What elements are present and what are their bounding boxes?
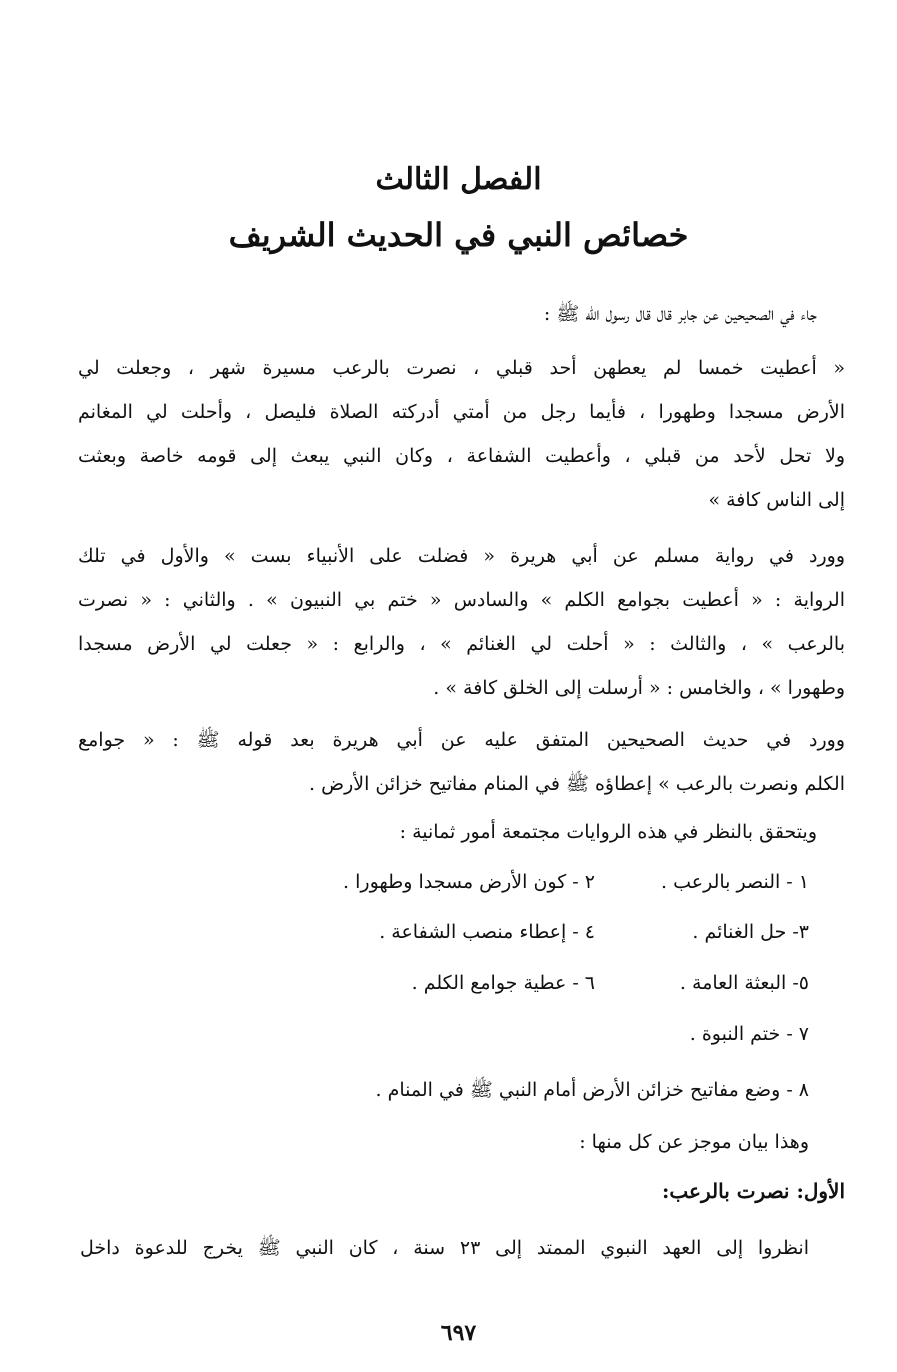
- list-item: ٨ - وضع مفاتيح خزائن الأرض أمام النبي ﷺ في المنام .: [375, 1079, 809, 1101]
- text-line: الرواية : « أعطيت بجوامع الكلم » والسادس « ختم بي النبيون » . والثاني : « نصرت: [78, 589, 845, 611]
- closing-line: انظروا إلى العهد النبوي الممتد إلى ٢٣ سنة ، كان النبي ﷺ يخرج للدعوة داخل: [80, 1237, 809, 1259]
- list-item: ٣- حل الغنائم .: [692, 921, 809, 943]
- page-number: ٦٩٧: [440, 1320, 477, 1346]
- text-line: إلى الناس كافة »: [708, 489, 845, 511]
- chapter-title: خصائص النبي في الحديث الشريف: [228, 216, 689, 254]
- text-line: ولا تحل لأحد من قبلي ، وأعطيت الشفاعة ، وكان النبي يبعث إلى قومه خاصة وبعثت: [78, 445, 845, 467]
- list-item: ٦ - عطية جوامع الكلم .: [411, 972, 595, 994]
- list-item: ٢ - كون الأرض مسجدا وطهورا .: [343, 871, 595, 893]
- list-item: ٧ - ختم النبوة .: [689, 1023, 809, 1045]
- text-line: الكلم ونصرت بالرعب » إعطاؤه ﷺ في المنام مفاتيح خزائن الأرض .: [309, 773, 845, 795]
- text-line: وورد في حديث الصحيحين المتفق عليه عن أبي هريرة بعد قوله ﷺ : « جوامع: [78, 729, 845, 751]
- text-line: وطهورا » ، والخامس : « أرسلت إلى الخلق كافة » .: [433, 677, 845, 699]
- hadith-paragraph: [78, 346, 845, 522]
- text-line: بالرعب » ، والثالث : « أحلت لي الغنائم » ، والرابع : « جعلت لي الأرض مسجدا: [78, 633, 845, 655]
- text-line: ويتحقق بالنظر في هذه الروايات مجتمعة أمور ثمانية :: [399, 821, 817, 843]
- chapter-heading: الفصل الثالث: [375, 162, 542, 197]
- list-item: ١ - النصر بالرعب .: [661, 871, 809, 893]
- list-item: ٥- البعثة العامة .: [679, 972, 809, 994]
- eight-matters-intro: [78, 810, 817, 854]
- muslim-narration-paragraph: [78, 534, 845, 710]
- text-line: الأرض مسجدا وطهورا ، فأيما رجل من أمتي أدركته الصلاة فليصل ، وأحلت لي المغانم: [78, 401, 845, 423]
- text-line: جاء في الصحيحين عن جابر قال قال رسول الله ﷺ :: [543, 303, 817, 325]
- intro-paragraph: [78, 292, 817, 336]
- list-item: ٤ - إعطاء منصب الشفاعة .: [379, 921, 595, 943]
- summary-intro: وهذا بيان موجز عن كل منها :: [579, 1131, 809, 1153]
- section-heading: الأول: نصرت بالرعب:: [662, 1179, 845, 1203]
- text-line: وورد في رواية مسلم عن أبي هريرة « فضلت على الأنبياء بست » والأول في تلك: [78, 545, 845, 567]
- text-line: « أعطيت خمسا لم يعطهن أحد قبلي ، نصرت بالرعب مسيرة شهر ، وجعلت لي: [78, 357, 845, 379]
- agreed-hadith-paragraph: [78, 718, 845, 806]
